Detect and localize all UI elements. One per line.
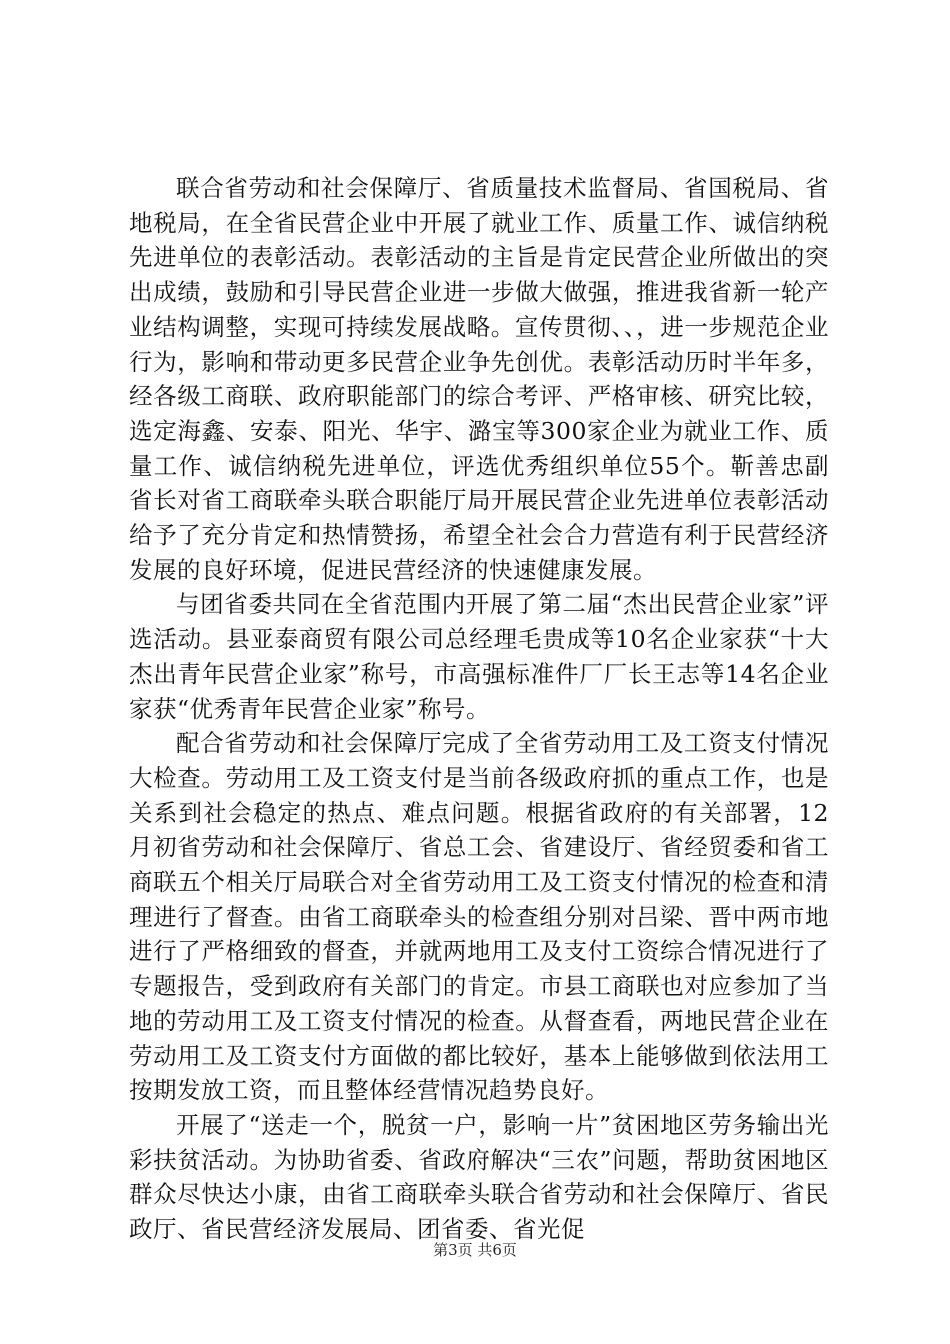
paragraph-poverty-relief: 开展了“送走一个，脱贫一户，影响一片”贫困地区劳务输出光彩扶贫活动。为协助省委、省政府解决“三农”问题，帮助贫困地区群众尽快达小康，由省工商联牵头联合省劳动和社会保障厅、省民政厅、省民营经济发展局、团省委、省光促 [129, 1110, 829, 1244]
paragraph-labor-inspection: 配合省劳动和社会保障厅完成了全省劳动用工及工资支付情况大检查。劳动用工及工资支付是当前各级政府抓的重点工作，也是关系到社会稳定的热点、难点问题。根据省政府的有关部署，12月初省劳动和社会保障厅、省总工会、省建设厅、省经贸委和省工商联五个相关厅局联合对全省劳动用工及工资支付情况的检查和清理进行了督查。由省工商联牵头的检查组分别对吕梁、晋中两市地进行了严格细致的督查，并就两地用工及支付工资综合情况进行了专题报告，受到政府有关部门的肯定。市县工商联也对应参加了当地的劳动用工及工资支付情况的检查。从督查看，两地民营企业在劳动用工及工资支付方面做的都比较好，基本上能够做到依法用工按期发放工资，而且整体经营情况趋势良好。 [129, 729, 829, 1105]
document-body [129, 171, 829, 1247]
paragraph-commendation: 联合省劳动和社会保障厅、省质量技术监督局、省国税局、省地税局，在全省民营企业中开展了就业工作、质量工作、诚信纳税先进单位的表彰活动。表彰活动的主旨是肯定民营企业所做出的突出成绩，鼓励和引导民营企业进一步做大做强，推进我省新一轮产业结构调整，实现可持续发展战略。宣传贯彻、、，进一步规范企业行为，影响和带动更多民营企业争先创优。表彰活动历时半年多，经各级工商联、政府职能部门的综合考评、严格审核、研究比较，选定海鑫、安泰、阳光、华宇、潞宝等300家企业为就业工作、质量工作、诚信纳税先进单位，评选优秀组织单位55个。靳善忠副省长对省工商联牵头联合职能厅局开展民营企业先进单位表彰活动给予了充分肯定和热情赞扬，希望全社会合力营造有利于民营经济发展的良好环境，促进民营经济的快速健康发展。 [129, 174, 829, 584]
page-number: 第3页 共6页 [433, 1241, 517, 1259]
paragraph-entrepreneur-selection: 与团省委共同在全省范围内开展了第二届“杰出民营企业家”评选活动。县亚泰商贸有限公司总经理毛贵成等10名企业家获“十大杰出青年民营企业家”称号，市高强标准件厂厂长王志等14名企业家获“优秀青年民营企业家”称号。 [129, 590, 829, 723]
